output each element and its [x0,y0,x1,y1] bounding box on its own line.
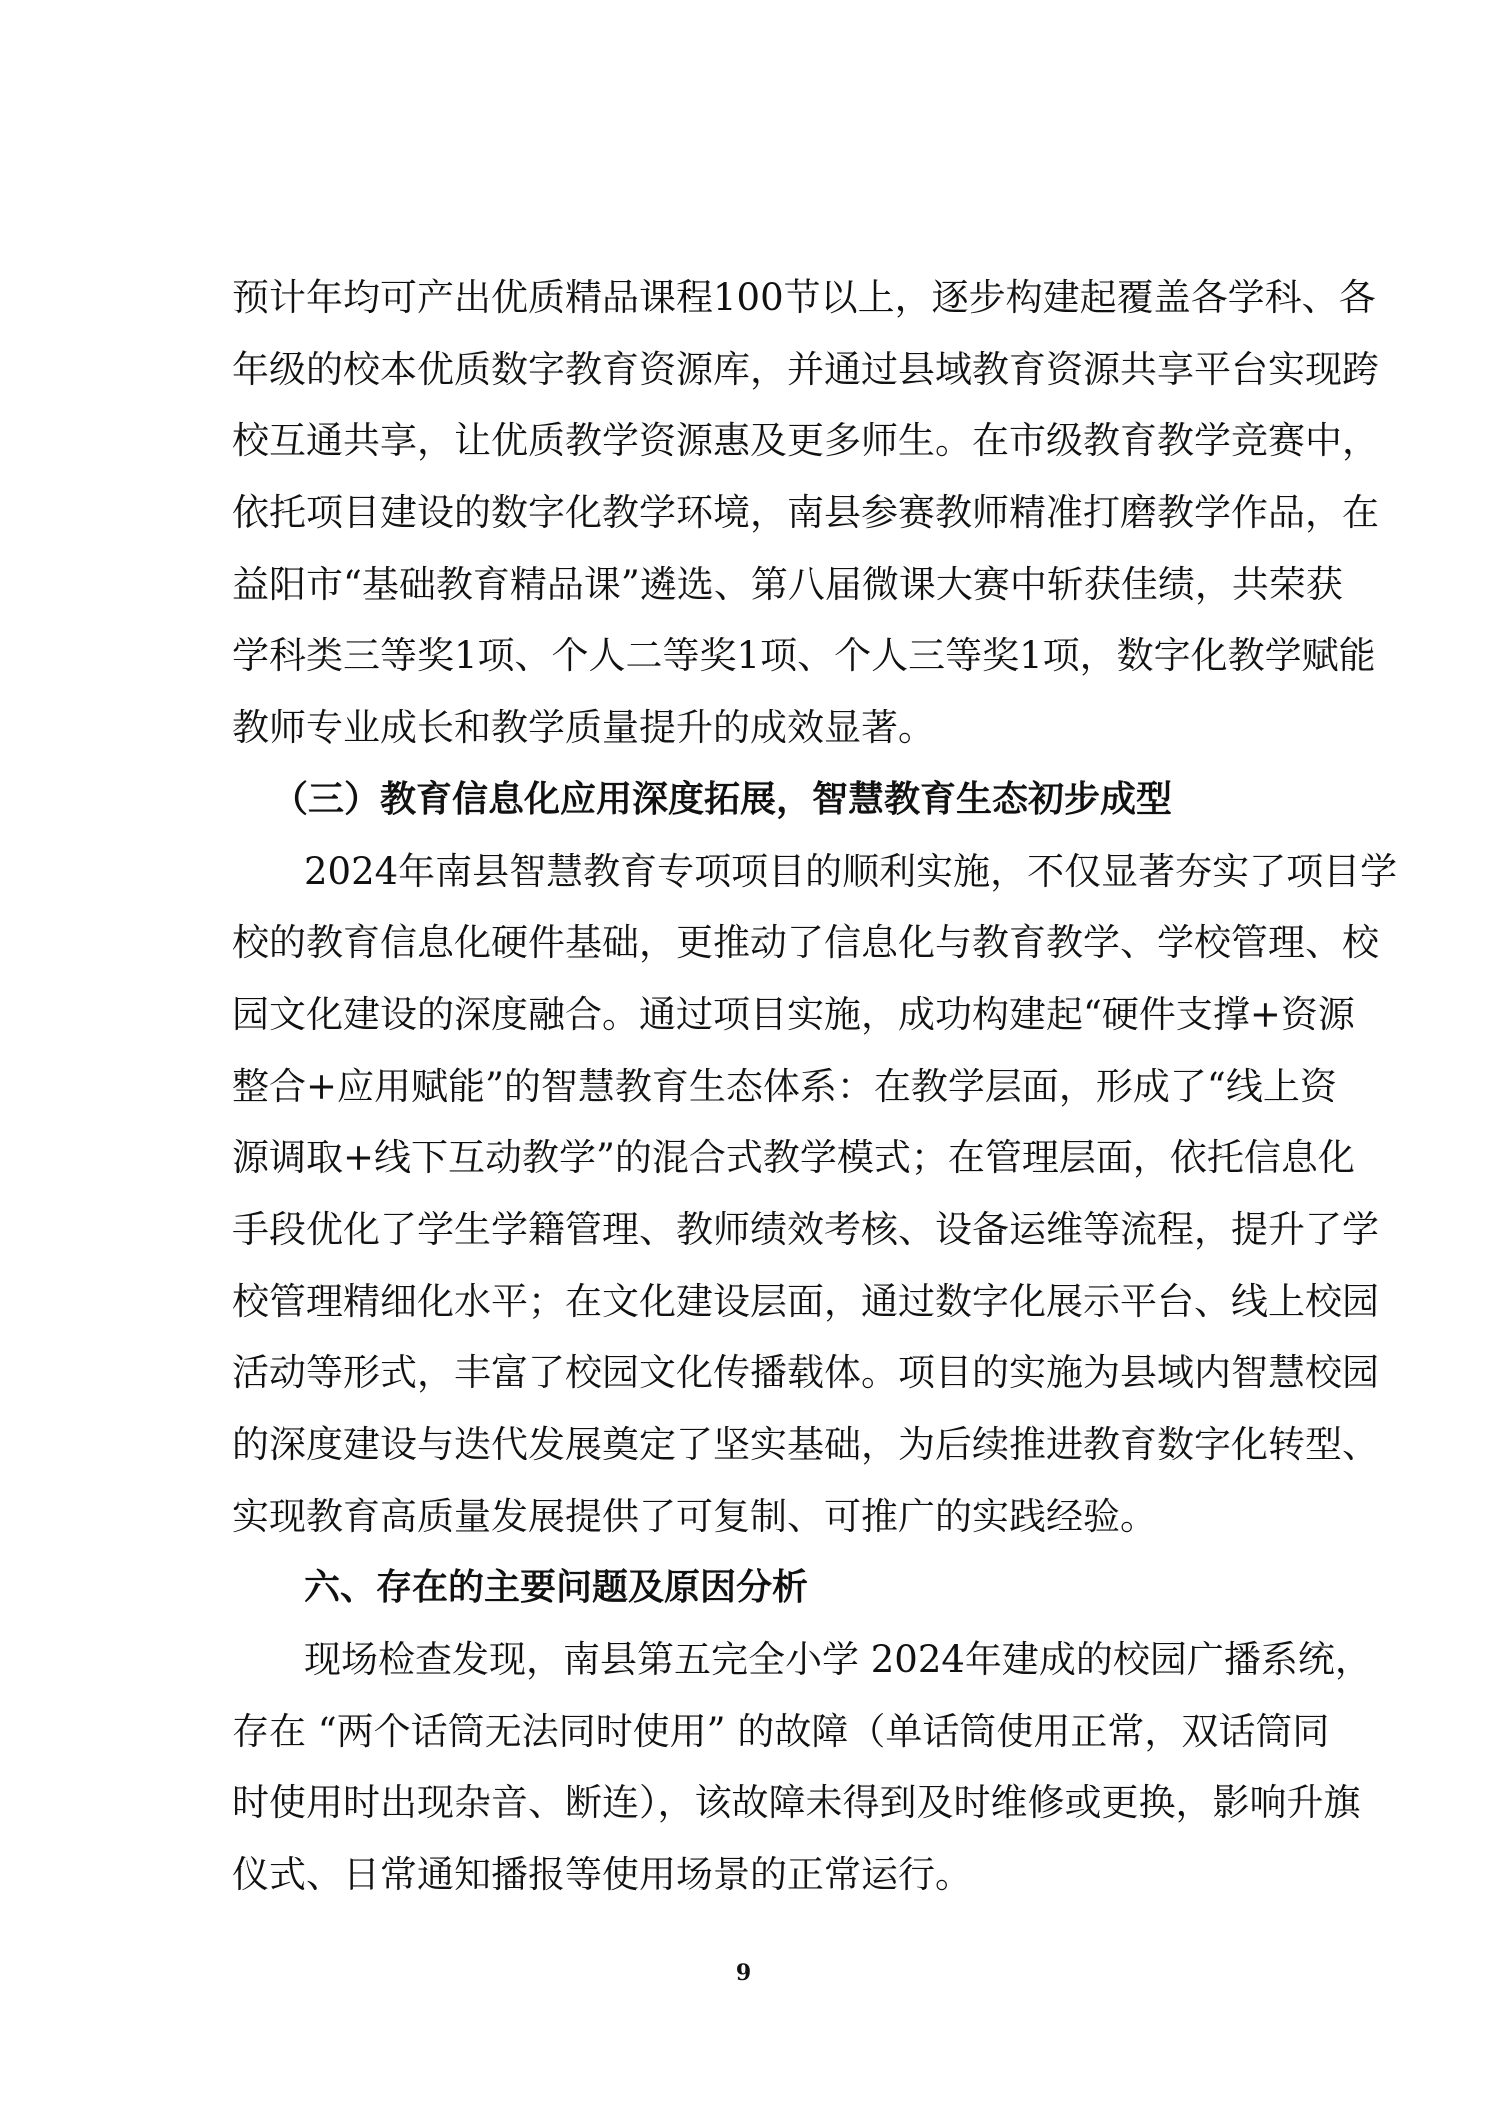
section-heading-6: 六、存在的主要问题及原因分析 [304,1567,809,1609]
body-line-11: 园文化建设的深度融合。通过项目实施，成功构建起“硬件支撑+资源 [232,992,1355,1036]
body-line-14: 手段优化了学生学籍管理、教师绩效考核、设备运维等流程，提升了学 [232,1207,1379,1251]
body-line-9: 2024年南县智慧教育专项项目的顺利实施，不仅显著夯实了项目学 [304,849,1398,893]
body-line-16: 活动等形式，丰富了校园文化传播载体。项目的实施为县域内智慧校园 [232,1351,1379,1395]
body-line-2: 年级的校本优质数字教育资源库，并通过县域教育资源共享平台实现跨 [232,347,1379,391]
body-line-21: 存在 “两个话筒无法同时使用” 的故障（单话筒使用正常，双话筒同 [232,1709,1330,1753]
body-line-18: 实现教育高质量发展提供了可复制、可推广的实践经验。 [232,1494,1157,1538]
body-line-23: 仪式、日常通知播报等使用场景的正常运行。 [232,1853,972,1897]
body-line-13: 源调取+线下互动教学”的混合式教学模式；在管理层面，依托信息化 [232,1136,1355,1180]
body-line-20: 现场检查发现，南县第五完全小学 2024年建成的校园广播系统， [304,1638,1372,1682]
body-line-5: 益阳市“基础教育精品课”遴选、第八届微课大赛中斩获佳绩，共荣获 [232,562,1343,606]
page-body [232,262,1398,1911]
page-number: 9 [735,1960,752,1986]
section-heading-3: （三）教育信息化应用深度拓展，智慧教育生态初步成型 [272,778,1173,820]
body-line-17: 的深度建设与迭代发展奠定了坚实基础，为后续推进教育数字化转型、 [232,1423,1379,1466]
body-line-12: 整合+应用赋能”的智慧教育生态体系：在教学层面，形成了“线上资 [232,1064,1337,1108]
body-line-1: 预计年均可产出优质精品课程100节以上，逐步构建起覆盖各学科、各 [232,276,1376,319]
body-line-22: 时使用时出现杂音、断连），该故障未得到及时维修或更换，影响升旗 [232,1781,1361,1825]
body-line-10: 校的教育信息化硬件基础，更推动了信息化与教育教学、学校管理、校 [232,921,1379,965]
body-line-7: 教师专业成长和教学质量提升的成效显著。 [232,706,935,750]
body-line-6: 学科类三等奖1项、个人二等奖1项、个人三等奖1项，数字化教学赋能 [232,634,1376,678]
body-line-4: 依托项目建设的数字化教学环境，南县参赛教师精准打磨教学作品，在 [232,491,1379,535]
body-line-3: 校互通共享，让优质教学资源惠及更多师生。在市级教育教学竞赛中， [232,419,1379,463]
body-line-15: 校管理精细化水平；在文化建设层面，通过数字化展示平台、线上校园 [232,1279,1379,1323]
